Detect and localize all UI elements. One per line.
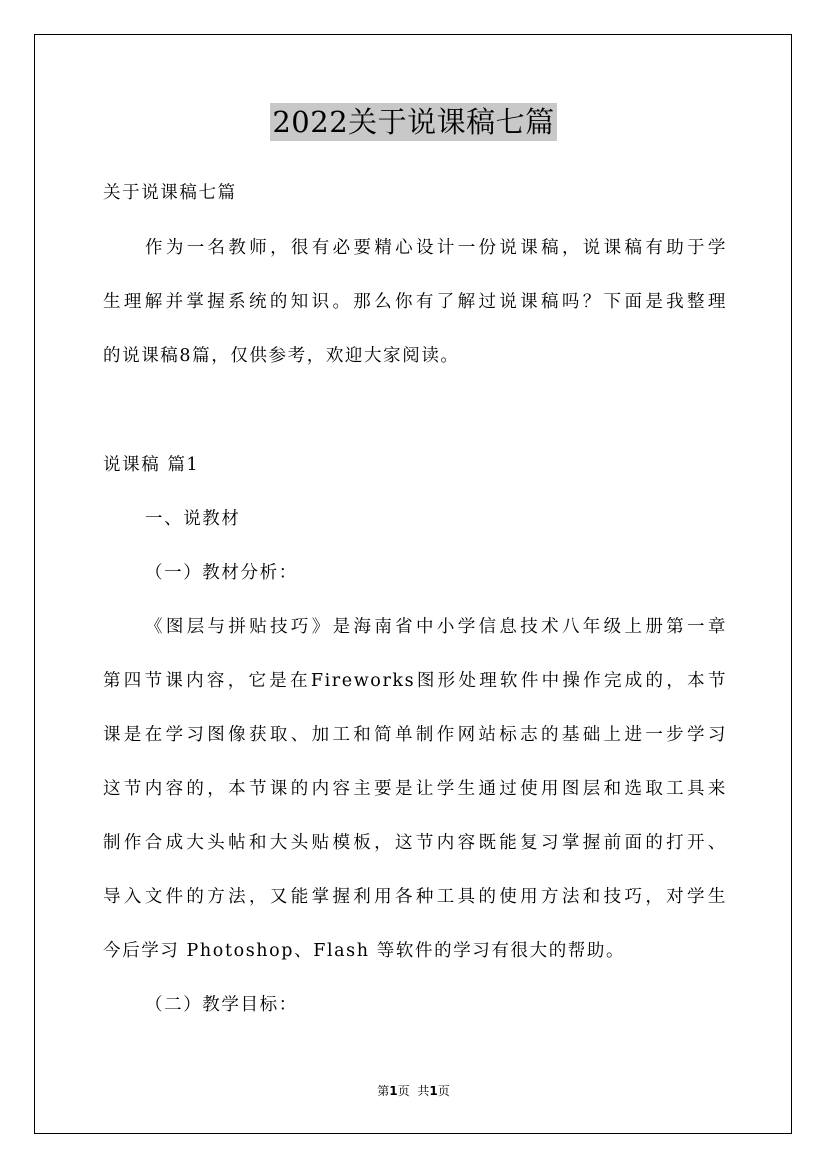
intro-line-3: 的说课稿8篇，仅供参考，欢迎大家阅读。	[103, 346, 460, 366]
section-heading: 说课稿 篇1	[103, 455, 200, 475]
subtitle: 关于说课稿七篇	[103, 183, 237, 203]
page-prefix: 第	[377, 1084, 390, 1098]
heading-teaching-goals: （二）教学目标：	[145, 995, 298, 1015]
total-suffix: 页	[437, 1084, 450, 1098]
total-prefix: 共	[417, 1084, 430, 1098]
body-line-1: 《图层与拼贴技巧》是海南省中小学信息技术八年级上册第一章	[145, 617, 727, 637]
body-line-3: 课是在学习图像获取、加工和简单制作网站标志的基础上进一步学习	[103, 725, 727, 745]
title-container	[0, 103, 827, 141]
body-line-2: 第四节课内容，它是在Fireworks图形处理软件中操作完成的，本节	[103, 671, 727, 691]
page-footer	[0, 1083, 827, 1099]
intro-line-1: 作为一名教师，很有必要精心设计一份说课稿，说课稿有助于学	[145, 238, 727, 258]
page-suffix: 页	[397, 1084, 410, 1098]
body-line-4: 这节内容的，本节课的内容主要是让学生通过使用图层和选取工具来	[103, 779, 727, 799]
heading-teaching-material: 一、说教材	[145, 509, 241, 529]
body-line-6: 导入文件的方法，又能掌握利用各种工具的使用方法和技巧，对学生	[103, 887, 727, 907]
body-line-7: 今后学习 Photoshop、Flash 等软件的学习有很大的帮助。	[103, 941, 626, 961]
heading-material-analysis: （一）教材分析：	[145, 563, 298, 583]
page-number: 1	[389, 1084, 398, 1098]
intro-line-2: 生理解并掌握系统的知识。那么你有了解过说课稿吗？下面是我整理	[103, 292, 727, 312]
total-pages: 1	[429, 1084, 438, 1098]
body-line-5: 制作合成大头帖和大头贴模板，这节内容既能复习掌握前面的打开、	[103, 833, 727, 853]
document-title: 2022关于说课稿七篇	[272, 105, 555, 139]
